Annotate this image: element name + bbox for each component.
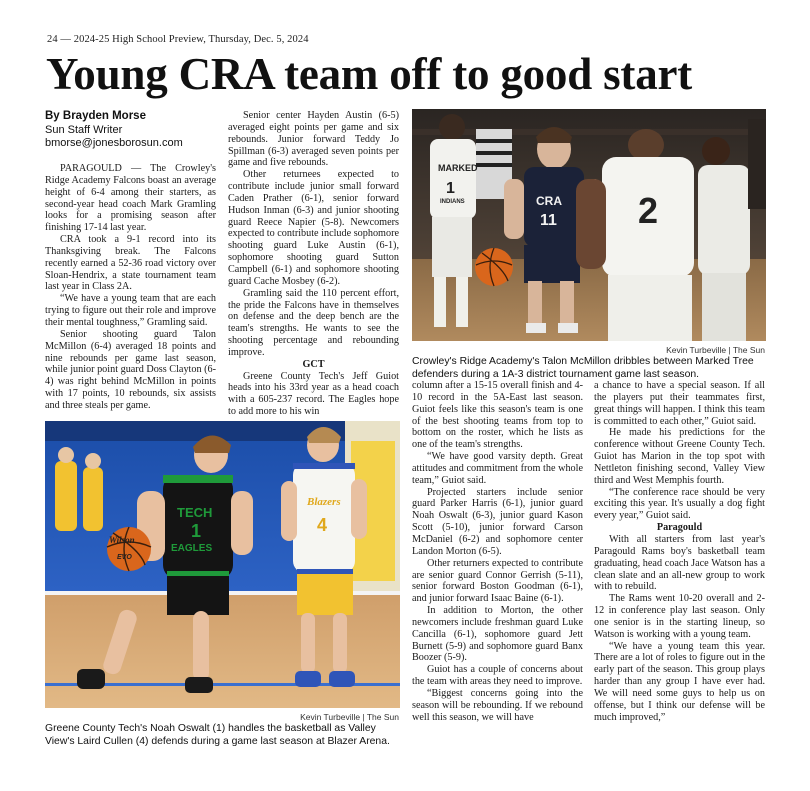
paragraph: Guiot has a couple of concerns about the team with areas they need to improve. (412, 664, 583, 688)
paragraph: Gramling said the 110 percent effort, the pride the Falcons have in themselves on defense and the deep bench are the team's strengths. He wants to see the shooting percentage and rebounding improve. (228, 287, 399, 358)
paragraph: CRA took a 9-1 record into its Thanksgiving break. The Falcons recently earned a 52-36 road victory over Sloan-Hendrix, a state tournament team last year in Class 2A. (45, 234, 216, 293)
paragraph: Senior shooting guard Talon McMillon (6-4) averaged 18 points and nine rebounds per game last season, while junior point guard Doss Clayton (6-4) was right behind McMillon in points with 17 points, 10 rebounds, six assists and three steals per game. (45, 328, 216, 411)
article-column-2 (228, 110, 399, 418)
paragraph: a chance to have a special season. If all the players put their teammates first, great things will happen. I think this team is committed to each other,” Guiot said. (594, 380, 765, 427)
paragraph: “The conference race should be very exciting this year. It's usually a dog fight every year,” Guiot said. (594, 486, 765, 522)
photo-top-caption: Crowley's Ridge Academy's Talon McMillon dribbles between Marked Tree defenders during a 1A-3 district tournament game last season. (412, 356, 754, 380)
jersey-tech-team: TECH (177, 505, 213, 520)
jersey-tech-number: 1 (191, 521, 202, 541)
jersey-center-number: 11 (540, 212, 557, 229)
byline-author: By Brayden Morse (45, 110, 146, 122)
paragraph: “We have a young team this year. There are a lot of roles to figure out in the early part of the season. This group plays harder than any group I have ever had. We will need some guys to help us on offense, but I think our defense will be much improved,” (594, 640, 765, 723)
paragraph: With all starters from last year's Paragould Rams boy's basketball team graduating, head coach Jace Watson has a clean slate and an all-new group to work with to rebuild. (594, 533, 765, 593)
jersey-left-number: 1 (446, 180, 455, 197)
paragraph: Other returners expected to contribute are senior guard Connor Gerrish (5-11), senior forward Boston Goodman (6-1), and junior forward Isaac Baine (6-1). (412, 557, 583, 605)
paragraph: In addition to Morton, the other newcomers include freshman guard Luke Cancilla (6-1), sophomore guard Jett Burnett (5-9) and sophomore guard Banx Boozer (5-9). (412, 605, 583, 664)
photo-illustration (412, 109, 766, 341)
paragraph: The Rams went 10-20 overall and 2-12 in conference play last season. Only one senior is in the starting lineup, so Watson is working with a young team. (594, 593, 765, 640)
photo-illustration (45, 421, 400, 708)
byline (45, 110, 225, 151)
jersey-blazers-number: 4 (317, 515, 328, 535)
photo-gct-oswalt (45, 421, 400, 708)
paragraph: “We have good varsity depth. Great attitudes and commitment from the whole team,” Guiot said. (412, 451, 583, 486)
article-column-3 (412, 380, 583, 723)
ball-brand: Wilson (109, 535, 135, 545)
article-column-4 (594, 380, 765, 723)
photo-bottom-caption: Greene County Tech's Noah Oswalt (1) handles the basketball as Valley View's Laird Cullen (4) defends during a game last season at Blazer Arena. (45, 723, 390, 747)
headline: Young CRA team off to good start (46, 49, 693, 99)
paragraph: Projected starters include senior guard Parker Harris (6-1), junior guard Noah Oswalt (6-3), junior guard Kason Scott (5-10), junior forward Carson McDaniel (6-2) and sophomore center Landon Morton (6-5). (412, 486, 583, 557)
subhead-paragould: Paragould (656, 522, 703, 534)
byline-email: bmorse@jonesborosun.com (45, 137, 183, 149)
paragraph: column after a 15-15 overall finish and 4-10 record in the 5A-East last season. Guiot feels like this season's team is one of the best shooting teams from top to bottom on the roster, which he lists as one of the team's strengths. (412, 380, 583, 451)
byline-role: Sun Staff Writer (45, 123, 123, 136)
subhead-gct: GCT (302, 358, 325, 370)
paragraph: “Biggest concerns going into the season will be rebounding. If we rebound well this season, we will have (412, 687, 583, 723)
jersey-left-name2: INDIANS (440, 199, 465, 205)
photo-top-credit: Kevin Turbeville | The Sun (666, 345, 765, 355)
jersey-blazers-team: Blazers (307, 496, 341, 508)
page-folio: 24 — 2024-25 High School Preview, Thursday, Dec. 5, 2024 (47, 34, 309, 45)
paragraph: “We have a young team that are each trying to figure out their role and improve their mental toughness,” Gramling said. (45, 293, 216, 328)
jersey-tech-team2: EAGLES (171, 543, 213, 554)
ball-model: EVO (117, 554, 132, 561)
paragraph: Other returnees expected to contribute include junior small forward Caden Prather (6-1), senior forward Hudson Inman (6-3) and junior shooting guard Reece Napier (5-8). Newcomers expected to contribute include sophomore shooting guard Luke Austin (6-1), sophomore shooting guard Sutton Campbell (6-1) and sophomore shooting guard Cache Mosbey (6-2). (228, 169, 399, 287)
jersey-center-team: CRA (536, 194, 562, 208)
paragraph: Senior center Hayden Austin (6-5) averaged eight points per game and six rebounds. Junior forward Teddy Jo Spillman (6-3) averaged seven points per game and five rebounds. (228, 110, 399, 169)
jersey-left-name: MARKED (438, 163, 478, 173)
article-column-1 (45, 163, 216, 412)
paragraph: PARAGOULD — The Crowley's Ridge Academy Falcons boast an average height of 6-4 among their starters, as second-year head coach Mark Gramling looks for a promising season after finishing 17-14 last year. (45, 163, 216, 234)
photo-bottom-credit: Kevin Turbeville | The Sun (300, 712, 399, 722)
paragraph: Greene County Tech's Jeff Guiot heads into his 33rd year as a head coach with a 605-237 record. The Eagles hope to add more to his win (228, 370, 399, 418)
paragraph: He made his predictions for the conference without Greene County Tech. Guiot has Marion in the top spot with Nettleton finishing second, Valley View third and West Memphis fourth. (594, 427, 765, 486)
jersey-right-number: 2 (638, 190, 659, 231)
photo-cra-mcmillon (412, 109, 766, 341)
